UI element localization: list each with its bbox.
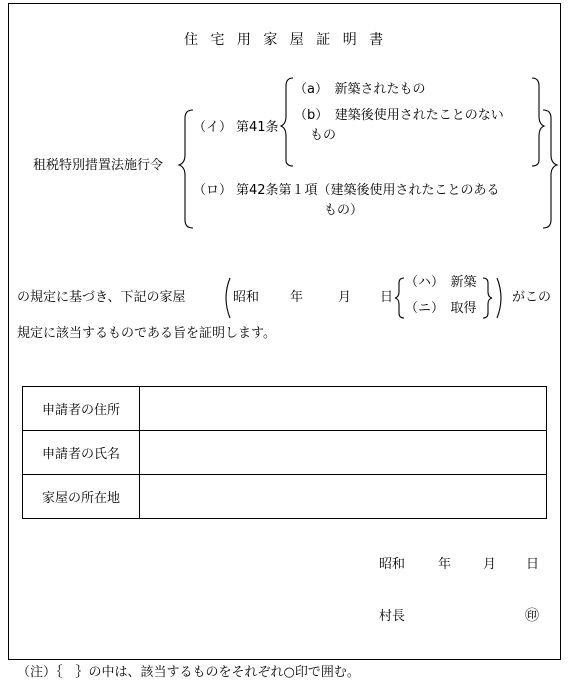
statement-year: 年 bbox=[290, 290, 304, 305]
issue-date-era: 昭和 bbox=[379, 557, 406, 572]
sub-item-b-line2: もの bbox=[310, 128, 337, 143]
statement-line2: 規定に該当するものである旨を証明します。 bbox=[17, 326, 276, 341]
statement-day: 日 bbox=[380, 290, 394, 305]
item-ro-line2: もの） bbox=[324, 203, 364, 218]
seal-mark: ㊞ bbox=[525, 608, 539, 624]
table-row bbox=[23, 475, 547, 519]
table-row bbox=[23, 431, 547, 475]
item-i-label: （イ） bbox=[193, 120, 233, 135]
location-field[interactable] bbox=[140, 475, 547, 519]
item-i-article: 第41条 bbox=[236, 120, 279, 135]
option-ni-acquire: （ニ） 取得 bbox=[405, 301, 477, 316]
name-label: 申請者の氏名 bbox=[23, 431, 140, 475]
document-title: 住 宅 用 家 屋 証 明 書 bbox=[184, 32, 388, 48]
sub-item-a: （a） 新築されたもの bbox=[294, 82, 426, 97]
mayor-title: 村長 bbox=[379, 609, 406, 624]
table-row bbox=[23, 387, 547, 431]
item-ro-line1: 第42条第１項（建築後使用されたことのある bbox=[236, 183, 500, 198]
location-label: 家屋の所在地 bbox=[23, 475, 140, 519]
option-ha-new: （ハ） 新築 bbox=[405, 275, 477, 290]
sub-item-b-line1: （b） 建築後使用されたことのない bbox=[294, 108, 504, 123]
applicant-table bbox=[22, 386, 547, 519]
statement-suffix: がこの bbox=[512, 290, 552, 305]
name-field[interactable] bbox=[140, 431, 547, 475]
address-field[interactable] bbox=[140, 387, 547, 431]
statement-month: 月 bbox=[338, 290, 352, 305]
law-name: 租税特別措置法施行令 bbox=[33, 158, 164, 173]
footnote: （注）｛ ｝の中は、該当するものをそれぞれ○印で囲む。 bbox=[17, 665, 360, 680]
issue-date-month: 月 bbox=[483, 557, 497, 572]
issue-date-day: 日 bbox=[526, 557, 540, 572]
statement-era: 昭和 bbox=[233, 290, 260, 305]
address-label: 申請者の住所 bbox=[23, 387, 140, 431]
statement-prefix: の規定に基づき、下記の家屋 bbox=[17, 290, 186, 305]
issue-date-year: 年 bbox=[438, 557, 452, 572]
item-ro-label: （ロ） bbox=[193, 183, 233, 198]
